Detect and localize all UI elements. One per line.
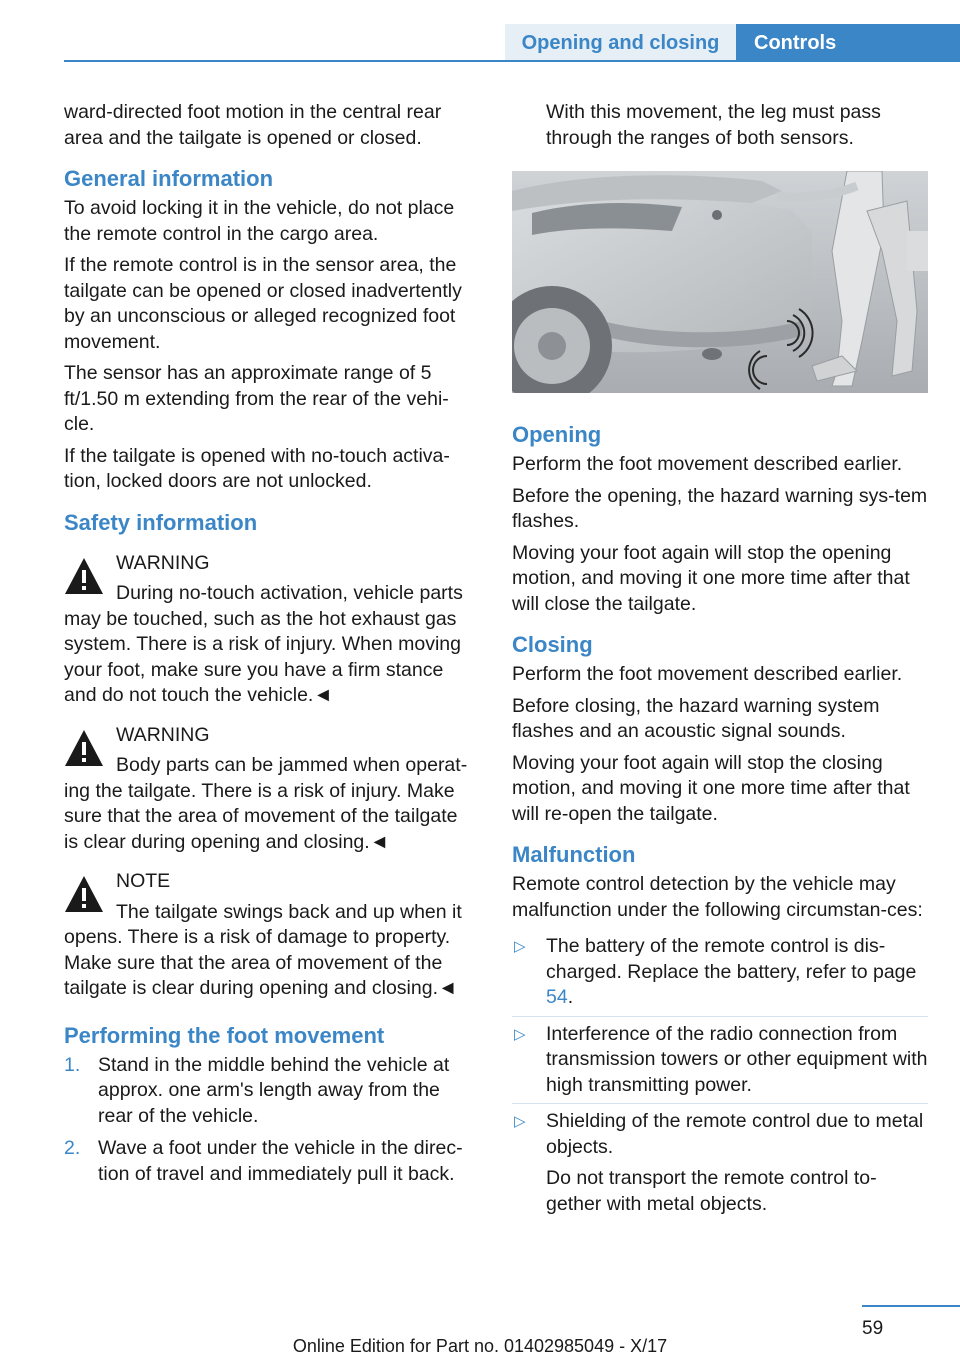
page-number: 59 bbox=[862, 1318, 884, 1339]
step-item bbox=[64, 1136, 476, 1187]
page-reference-link[interactable]: 54 bbox=[546, 986, 568, 1008]
left-column bbox=[64, 100, 476, 1194]
safety-information-heading: Safety information bbox=[64, 509, 258, 535]
note-label: NOTE bbox=[116, 870, 171, 892]
note-block bbox=[64, 869, 476, 1002]
right-column bbox=[512, 100, 928, 1222]
bullet-triangle-icon: ▷ bbox=[514, 938, 526, 955]
opening-paragraph-3: Moving your foot again will stop the opening motion, and moving it one more time after that will close the tailgate. bbox=[512, 541, 910, 615]
list-item bbox=[512, 929, 928, 1017]
general-paragraph-3: The sensor has an approximate range of 5 ft/1.50 m extending from the rear of the vehi‐cle. bbox=[64, 362, 449, 435]
warning-block-1 bbox=[64, 551, 476, 709]
opening-paragraph-1: Perform the foot movement described earlier. bbox=[512, 453, 903, 475]
car-rear-illustration bbox=[512, 171, 928, 393]
warning-text-first-line: During no-touch activation, vehicle parts bbox=[116, 582, 463, 604]
general-information-heading: General information bbox=[64, 166, 274, 191]
foot-movement-heading: Performing the foot movement bbox=[64, 1022, 385, 1048]
foot-movement-illustration bbox=[512, 171, 928, 393]
step-text: Stand in the middle behind the vehicle at approx. one arm's length away from the rear of the vehicle. bbox=[98, 1053, 450, 1127]
warning-text-first-line: Body parts can be jammed when operat‐ bbox=[116, 754, 468, 776]
footer-divider bbox=[862, 1305, 960, 1307]
list-item-text: Shielding of the remote control due to metal objects. bbox=[546, 1110, 924, 1158]
list-item bbox=[512, 1104, 928, 1222]
closing-paragraph-3: Moving your foot again will stop the closing motion, and moving it one more time after that will re-open the tailgate. bbox=[512, 751, 910, 825]
warning-label: WARNING bbox=[116, 723, 210, 746]
warning-block-2 bbox=[64, 723, 476, 856]
closing-paragraph-2: Before closing, the hazard warning system flashes and an acoustic signal sounds. bbox=[512, 694, 880, 742]
footer-edition: Online Edition for Part no. 01402985049 - X/17 bbox=[292, 1336, 668, 1356]
header-chapter-title: Controls bbox=[736, 24, 960, 62]
warning-label: WARNING bbox=[116, 551, 210, 574]
bullet-triangle-icon: ▷ bbox=[514, 1025, 526, 1043]
warning-triangle-icon bbox=[64, 875, 104, 913]
closing-paragraph-1: Perform the foot movement described earlier. bbox=[512, 663, 903, 685]
step-number: 2. bbox=[64, 1137, 81, 1159]
step-item bbox=[64, 1053, 476, 1130]
opening-paragraph-2: Before the opening, the hazard warning sys‐tem flashes. bbox=[512, 484, 928, 532]
general-paragraph-4: If the tailgate is opened with no-touch activa‐tion, locked doors are not unlocked. bbox=[64, 444, 450, 492]
warning-triangle-icon bbox=[64, 557, 104, 595]
list-item-text: Interference of the radio connection from transmission towers or other equipment with high transmitting power. bbox=[546, 1022, 928, 1096]
closing-heading: Closing bbox=[512, 632, 593, 657]
foot-movement-steps bbox=[64, 1053, 476, 1188]
header-section-title: Opening and closing bbox=[505, 24, 736, 62]
step-text: Wave a foot under the vehicle in the direc‐tion of travel and immediately pull it back. bbox=[98, 1137, 463, 1185]
warning-triangle-icon bbox=[64, 729, 104, 767]
list-item-subtext: Do not transport the remote control to‐gether with metal objects. bbox=[546, 1167, 877, 1215]
malfunction-paragraph: Remote control detection by the vehicle may malfunction under the following circumstan‐ces: bbox=[512, 873, 923, 921]
header-divider bbox=[64, 60, 960, 62]
list-item bbox=[512, 1017, 928, 1105]
list-item-text: The battery of the remote control is dis‐charged. Replace the battery, refer to page bbox=[546, 935, 917, 983]
general-paragraph-2: If the remote control is in the sensor area, the tailgate can be opened or closed inadvertently by an unconscious or alleged recognized foot movement. bbox=[64, 254, 462, 353]
bullet-triangle-icon: ▷ bbox=[514, 1113, 526, 1130]
general-paragraph-1: To avoid locking it in the vehicle, do not place the remote control in the cargo area. bbox=[64, 197, 455, 245]
step-number: 1. bbox=[64, 1053, 81, 1076]
malfunction-heading: Malfunction bbox=[512, 842, 636, 867]
list-item-text-end: . bbox=[567, 986, 574, 1008]
intro-paragraph: ward-directed foot motion in the central rear area and the tailgate is opened or closed. bbox=[64, 101, 442, 149]
warning-text: may be touched, such as the hot exhaust gas system. There is a risk of injury. When moving your foot, make sure you have a firm stance and do not touch the vehicle.◄ bbox=[64, 607, 461, 706]
opening-heading: Opening bbox=[512, 422, 602, 447]
warning-text: ing the tailgate. There is a risk of injury. Make sure that the area of movement of the tailgate is clear during opening and closing.◄ bbox=[64, 779, 458, 853]
note-text: opens. There is a risk of damage to property. Make sure that the area of movement of the tailgate is clear during opening and closing.◄ bbox=[64, 926, 458, 999]
note-text-first-line: The tailgate swings back and up when it bbox=[116, 900, 462, 923]
malfunction-list bbox=[512, 929, 928, 1222]
continuation-paragraph: With this movement, the leg must pass through the ranges of both sensors. bbox=[546, 101, 881, 149]
